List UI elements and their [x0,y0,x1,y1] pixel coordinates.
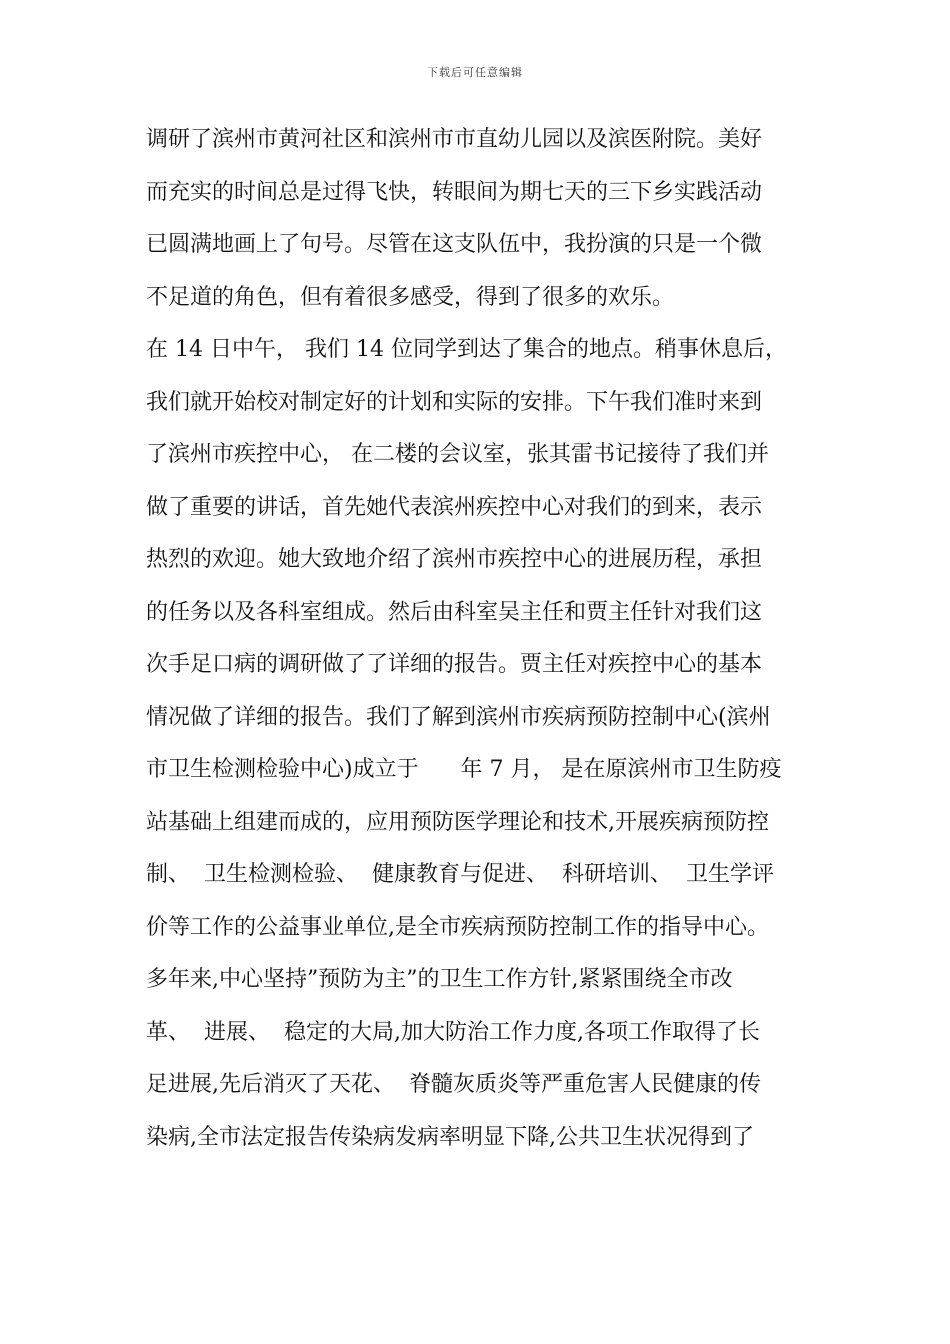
text-line: 在 14 日中午， 我们 14 位同学到达了集合的地点。稍事休息后， [146,337,787,362]
text-line: 次手足口病的调研做了了详细的报告。贾主任对疾控中心的基本 [146,652,763,677]
text-line: 站基础上组建而成的，应用预防医学理论和技术,开展疾病预防控 [146,809,769,835]
text-line: 情况做了详细的报告。我们了解到滨州市疾病预防控制中心(滨州 [146,704,771,730]
text-line: 革、 进展、 稳定的大局,加大防治工作力度,各项工作取得了长 [146,1019,760,1045]
text-line: 制、 卫生检测检验、 健康教育与促进、 科研培训、 卫生学评 [146,862,774,887]
text-line: 的任务以及各科室组成。然后由科室吴主任和贾主任针对我们这 [146,599,763,625]
text-line: 多年来,中心坚持”预防为主”的卫生工作方针,紧紧围绕全市改 [146,967,733,992]
text-line: 调研了滨州市黄河社区和滨州市市直幼儿园以及滨医附院。美好 [146,127,763,152]
text-line: 不足道的角色，但有着很多感受，得到了很多的欢乐。 [146,284,675,310]
text-line: 染病,全市法定报告传染病发病率明显下降,公共卫生状况得到了 [146,1124,754,1150]
text-line: 了滨州市疾控中心， 在二楼的会议室，张其雷书记接待了我们并 [146,442,769,467]
text-line: 我们就开始校对制定好的计划和实际的安排。下午我们准时来到 [146,389,763,415]
text-line: 而充实的时间总是过得飞快，转眼间为期七天的三下乡实践活动 [146,179,763,205]
text-line: 做了重要的讲话，首先她代表滨州疾控中心对我们的到来，表示 [146,494,763,520]
text-line: 足进展,先后消灭了天花、 脊髓灰质炎等严重危害人民健康的传 [146,1072,761,1097]
text-line: 热烈的欢迎。她大致地介绍了滨州市疾控中心的进展历程，承担 [146,547,763,572]
text-line: 市卫生检测检验中心)成立于 年 7 月， 是在原滨州市卫生防疫 [146,757,782,782]
text-line: 已圆满地画上了句号。尽管在这支队伍中，我扮演的只是一个微 [146,232,763,257]
page-header: 下载后可任意编辑 [427,66,523,79]
text-line: 价等工作的公益事业单位,是全市疾病预防控制工作的指导中心。 [146,914,769,940]
body-text [146,114,810,1164]
